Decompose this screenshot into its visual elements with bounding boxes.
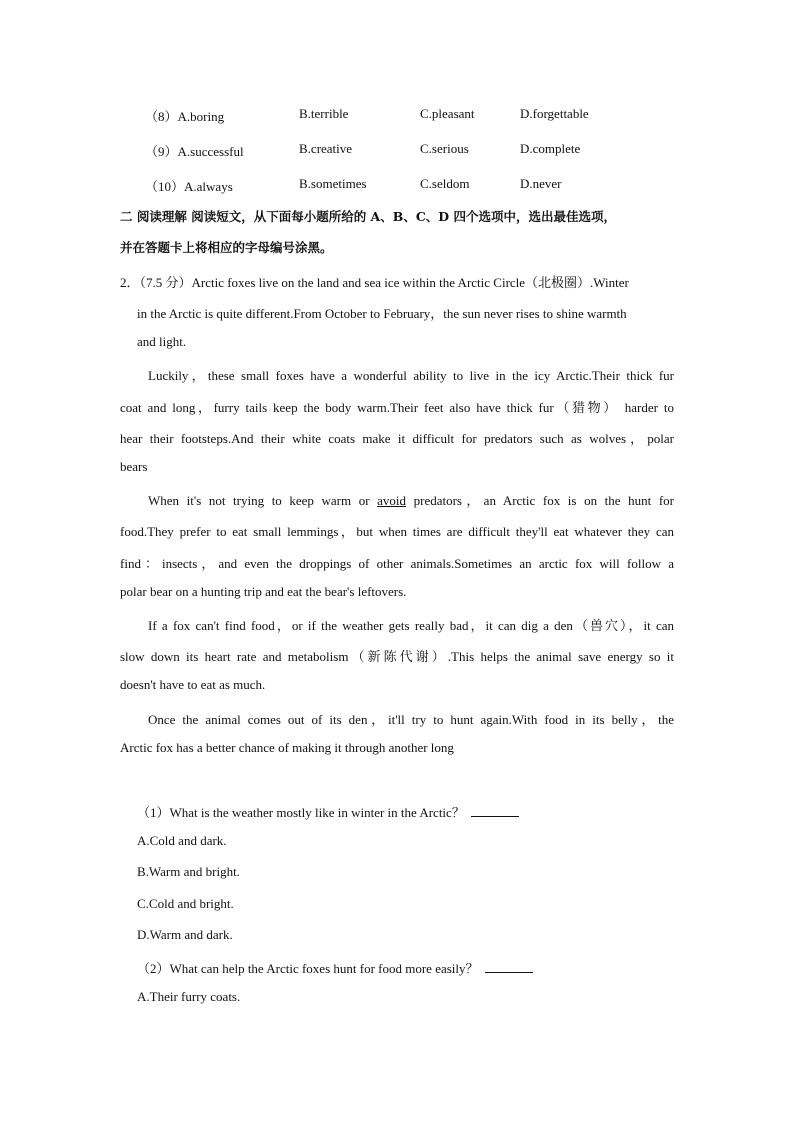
- option-c: C.serious: [420, 141, 469, 156]
- passage-line: coat and long，furry tails keep the body warm.Their feet also have thick fur（猎物） harder to: [120, 400, 674, 415]
- option-d: D.never: [520, 176, 562, 191]
- passage-line: slow down its heart rate and metabolism（新陈代谢）.This helps the animal save energy so it: [120, 649, 674, 664]
- option-row-10: [0, 176, 794, 196]
- option-row-8: [0, 106, 794, 126]
- option-d: D.forgettable: [520, 106, 589, 121]
- passage-line: Luckily，these small foxes have a wonderful ability to live in the icy Arctic.Their thick fur: [148, 368, 674, 383]
- option-b: B.terrible: [299, 106, 349, 121]
- option-number-label: （8）A.boring: [145, 109, 225, 124]
- choice-c[interactable]: C.Cold and bright.: [137, 896, 234, 911]
- passage-line: If a fox can't find food，or if the weather gets really bad，it can dig a den（兽穴），it can: [148, 618, 674, 633]
- answer-blank[interactable]: [485, 960, 533, 973]
- question-stem-2: （2）What can help the Arctic foxes hunt for food more easily？: [137, 958, 533, 977]
- choice-a[interactable]: A.Cold and dark.: [137, 833, 227, 848]
- passage-line: in the Arctic is quite different.From October to February，the sun never rises to shine warmth: [137, 306, 627, 321]
- choice-a[interactable]: A.Their furry coats.: [137, 989, 241, 1004]
- question-stem-1: （1）What is the weather mostly like in winter in the Arctic？: [137, 802, 519, 821]
- passage-line: food.They prefer to eat small lemmings，but when times are difficult they'll eat whatever they can: [120, 524, 674, 539]
- choice-d[interactable]: D.Warm and dark.: [137, 927, 233, 942]
- passage-line: and light.: [137, 334, 187, 349]
- option-b: B.creative: [299, 141, 353, 156]
- passage-line: doesn't have to eat as much.: [120, 677, 266, 692]
- option-c: C.seldom: [420, 176, 470, 191]
- underlined-word: avoid: [377, 493, 407, 508]
- section-heading-line2: 并在答题卡上将相应的字母编号涂黑。: [120, 240, 333, 255]
- answer-blank[interactable]: [471, 804, 519, 817]
- option-b: B.sometimes: [299, 176, 367, 191]
- passage-line: hear their footsteps.And their white coats make it difficult for predators such as wolves，polar: [120, 431, 674, 446]
- passage-line: Once the animal comes out of its den，it'll try to hunt again.With food in its belly，the: [148, 712, 674, 727]
- passage-line: bears: [120, 459, 148, 474]
- section-heading-line1: 二 阅读理解 阅读短文，从下面每小题所给的 A、B、C、D 四个选项中，选出最佳选项，: [120, 209, 616, 224]
- choice-b[interactable]: B.Warm and bright.: [137, 864, 240, 879]
- option-number-label: （10）A.always: [145, 179, 233, 194]
- option-d: D.complete: [520, 141, 581, 156]
- passage-line: When it's not trying to keep warm or avoid predators，an Arctic fox is on the hunt for: [148, 493, 674, 508]
- option-number-label: （9）A.successful: [145, 144, 244, 159]
- passage-line: Arctic fox has a better chance of making it through another long: [120, 740, 454, 755]
- option-row-9: [0, 141, 794, 161]
- passage-line: find：insects，and even the droppings of other animals.Sometimes an arctic fox will follow a: [120, 556, 674, 571]
- option-c: C.pleasant: [420, 106, 475, 121]
- passage-line: 2．（7.5 分）Arctic foxes live on the land and sea ice within the Arctic Circle（北极圈）.Winter: [120, 275, 629, 290]
- passage-line: polar bear on a hunting trip and eat the bear's leftovers.: [120, 584, 407, 599]
- section-heading: [120, 201, 680, 263]
